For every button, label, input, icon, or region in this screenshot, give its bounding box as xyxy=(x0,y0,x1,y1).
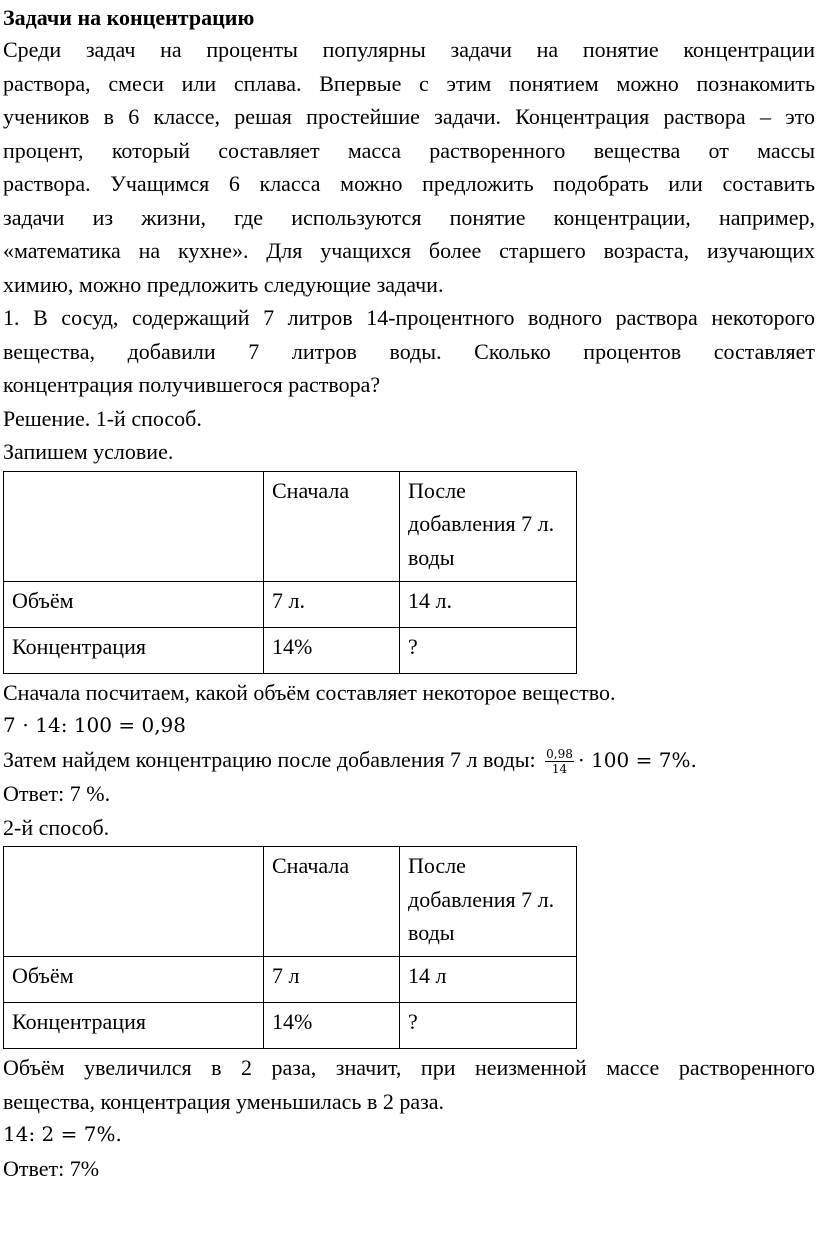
document-title: Задачи на концентрацию xyxy=(3,5,255,30)
step1-text: Сначала посчитаем, какой объём составляет некоторое вещество. xyxy=(3,679,616,705)
table-row xyxy=(4,1003,577,1049)
problem-line: 1. В сосуд, содержащий 7 литров 14-процентного водного раствора некоторого xyxy=(3,305,815,330)
table-row xyxy=(4,957,577,1003)
fraction-numerator: 0,98 xyxy=(546,746,573,761)
intro-line: задачи из жизни, где используются понятие концентрации, например, xyxy=(3,204,815,230)
intro-line: химию, можно предложить следующие задачи. xyxy=(3,271,444,297)
fraction-denominator: 14 xyxy=(551,761,568,776)
method1-heading: Решение. 1-й способ. xyxy=(3,405,202,431)
table-cell xyxy=(4,847,264,957)
conclusion-paragraph xyxy=(3,1051,815,1118)
step2-tail: ⋅ 100 = 7%. xyxy=(577,747,697,772)
table-cell: 14% xyxy=(264,1003,400,1049)
table-cell: Сначала xyxy=(264,847,400,957)
table-header-row xyxy=(4,471,577,581)
formula-2: 14: 2 = 7%. xyxy=(3,1122,122,1146)
method2-heading: 2-й способ. xyxy=(3,814,110,840)
table-cell: После добавления 7 л. воды xyxy=(400,471,577,581)
answer-1: Ответ: 7 %. xyxy=(3,781,111,806)
table-cell: 14 л. xyxy=(400,581,577,627)
table-header-row xyxy=(4,847,577,957)
step2-line xyxy=(3,743,815,778)
intro-line: учеников в 6 классе, решая простейшие задачи. Концентрация раствора – это xyxy=(3,104,815,129)
table-cell: 14% xyxy=(264,627,400,673)
table-cell: Объём xyxy=(4,581,264,627)
condition-table-2 xyxy=(3,846,577,1049)
fraction xyxy=(545,747,574,776)
problem-line: концентрация получившегося раствора? xyxy=(3,372,381,397)
table-cell: Объём xyxy=(4,957,264,1003)
table-cell: Сначала xyxy=(264,471,400,581)
table-cell: ? xyxy=(400,627,577,673)
problem-line: вещества, добавили 7 литров воды. Сколько процентов составляет xyxy=(3,338,815,364)
intro-paragraph xyxy=(3,33,815,301)
intro-line: Среди задач на проценты популярны задачи на понятие концентрации xyxy=(3,37,815,62)
conclusion-line: вещества, концентрация уменьшилась в 2 раза. xyxy=(3,1088,445,1114)
intro-line: «математика на кухне». Для учащихся более старшего возраста, изучающих xyxy=(3,238,815,263)
conclusion-line: Объём увеличился в 2 раза, значит, при неизменной массе растворенного xyxy=(3,1055,815,1080)
table-row xyxy=(4,581,577,627)
table-cell: 7 л xyxy=(264,957,400,1003)
document-page xyxy=(3,0,815,1185)
write-condition-label: Запишем условие. xyxy=(3,439,174,464)
intro-line: раствора. Учащимся 6 класса можно предложить подобрать или составить xyxy=(3,171,815,196)
answer-2: Ответ: 7% xyxy=(3,1155,100,1181)
table-cell: 7 л. xyxy=(264,581,400,627)
table-cell: 14 л xyxy=(400,957,577,1003)
intro-line: процент, который составляет масса растворенного вещества от массы xyxy=(3,137,815,163)
condition-table-1 xyxy=(3,471,577,674)
table-cell xyxy=(4,471,264,581)
step2-text: Затем найдем концентрацию после добавления 7 л воды: xyxy=(3,746,542,772)
table-cell: После добавления 7 л. воды xyxy=(400,847,577,957)
step1-formula: 7 ⋅ 14: 100 = 0,98 xyxy=(3,713,187,737)
table-cell: Концентрация xyxy=(4,627,264,673)
table-row xyxy=(4,627,577,673)
problem-statement xyxy=(3,301,815,402)
table-cell: ? xyxy=(400,1003,577,1049)
table-cell: Концентрация xyxy=(4,1003,264,1049)
intro-line: раствора, смеси или сплава. Впервые с этим понятием можно познакомить xyxy=(3,70,815,96)
